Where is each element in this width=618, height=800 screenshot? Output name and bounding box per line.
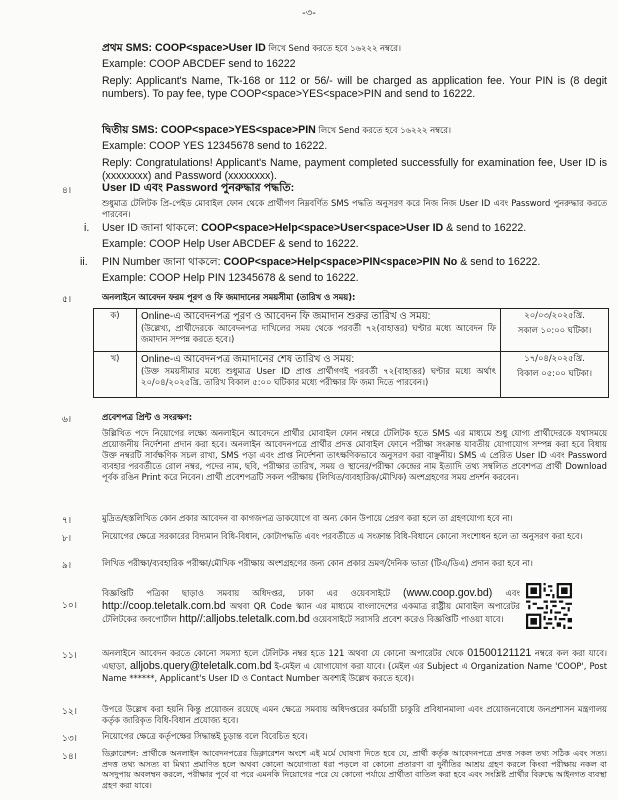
section-14-number: ১৪। xyxy=(62,752,77,762)
section-6-number: ৬। xyxy=(62,415,72,425)
coop-website-link[interactable]: (www.coop.gov.bd) xyxy=(403,587,493,599)
section-4-ii-line xyxy=(102,256,612,269)
section-4-ii-end: & send to 16222. xyxy=(457,256,541,268)
section-9-number: ৯। xyxy=(62,561,72,571)
section-4-i-number: i. xyxy=(84,222,90,234)
section-5-number: ৫। xyxy=(62,295,72,305)
second-sms-example: Example: COOP YES 12345678 send to 16222. xyxy=(102,140,328,152)
row-time: বিকাল ০৫:০০ ঘটিকা। xyxy=(517,368,592,378)
section-10-text-b: এবং xyxy=(492,588,520,598)
row-date: ১৭/০৪/২০২৫খ্রি. xyxy=(524,353,585,363)
section-6-heading: প্রবেশপত্র প্রিন্ট ও সংরক্ষণ: xyxy=(102,412,193,422)
second-sms-line xyxy=(102,124,607,137)
first-sms-reply: Reply: Applicant's Name, Tk-168 or 112 or 56/- will be charged as application fee. Your PIN is (8 degit numbers). To pay fee, type COOP<space>YES<space>PIN and send to 16222. xyxy=(102,75,607,100)
section-13-text: নিয়োগের ক্ষেত্রে কর্তৃপক্ষের সিদ্ধান্তই চূড়ান্ত বলে বিবেচিত হবে। xyxy=(102,731,308,741)
second-sms-reply: Reply: Congratulations! Applicant's Name, payment completed successfully for examination fee, User ID is (xxxxxxxx) and Password (xxxxxxxx). xyxy=(102,157,607,182)
schedule-row-end xyxy=(94,352,609,398)
coop-teletalk-link[interactable]: http://coop.teletalk.com.bd xyxy=(102,600,226,612)
second-sms-suffix: লিখে Send করতে হবে ১৬২২২ নম্বরে। xyxy=(315,125,452,135)
first-sms-example: Example: COOP ABCDEF send to 16222 xyxy=(102,58,296,70)
helpline-number[interactable]: 01500121121 xyxy=(467,647,532,659)
row-note: (উল্লেখ্য, প্রার্থীদেরকে আবেদনপত্র দাখিলের সময় থেকে পরবর্তী ৭২(বাহাত্তর) ঘণ্টার মধ্যে আবেদন ফি জমাদান সম্পন্ন করতে হবে।) xyxy=(141,323,496,344)
section-4-i-text: User ID জানা থাকলে: xyxy=(102,222,202,234)
section-13-number: ১৩। xyxy=(62,734,77,744)
row-title: Online-এ আবেদনপত্র পূরণ ও আবেদন ফি জমাদান শুরুর তারিখ ও সময়: xyxy=(141,311,431,322)
section-10-text-a: বিজ্ঞপ্তিটি পত্রিকা ছাড়াও সমবায় অধিদপ্তর, ঢাকা এর ওয়েবসাইটে xyxy=(102,588,404,598)
first-sms-suffix: লিখে Send করতে হবে ১৬২২২ নম্বরে। xyxy=(265,43,401,53)
alljobs-link[interactable]: http//:alljobs.teletalk.com.bd xyxy=(179,613,310,625)
section-10-text-d: ওয়েবসাইটে সরাসরি প্রবেশ করেও বিজ্ঞপ্তিটি পাওয়া যাবে। xyxy=(309,614,504,624)
section-4-i-line xyxy=(102,222,612,235)
qr-code-image xyxy=(526,583,572,629)
page-number: -৩- xyxy=(302,8,316,19)
section-11-text xyxy=(102,647,607,684)
section-11-text-b: নম্বরে কল করা যাবে। এছাড়া, xyxy=(102,648,607,671)
section-14-text: ডিক্লারেশন: প্রার্থীকে অনলাইন আবেদনপত্রের ডিক্লারেশন অংশে এই মর্মে ঘোষণা দিতে হবে যে, প্রার্থী কর্তৃক আবেদনপত্রে প্রদত্ত সকল তথ্য সঠিক এবং সত্য। প্রদত্ত তথ্য অসত্য বা মিথ্যা প্রমাণিত হলে অথবা কোনো অযোগ্যতা ধরা পড়লে বা কোনো প্রতারণা বা দুর্নীতির আশ্রয় গ্রহণ করলে কিংবা পরীক্ষায় নকল বা অসদুপায় অবলম্বন করলে, পরীক্ষার পূর্বে বা পরে এমনকি নিয়োগের পরে যে কোনো পর্যায়ে প্রার্থীতা বাতিল করা হবে এবং সংশ্লিষ্ট প্রার্থীর বিরুদ্ধে আইনগত ব্যবস্থা গ্রহণ করা যাবে। xyxy=(102,749,607,790)
section-11-number: ১১। xyxy=(62,651,77,661)
row-label: ক) xyxy=(94,309,137,352)
section-12-number: ১২। xyxy=(62,707,77,717)
second-sms-label: দ্বিতীয় SMS: COOP<space>YES<space>PIN xyxy=(102,124,316,136)
row-datetime xyxy=(501,309,609,352)
schedule-table xyxy=(93,308,609,398)
section-4-heading: User ID এবং Password পুনরুদ্ধার পদ্ধতি: xyxy=(102,182,295,194)
section-4-ii-number: ii. xyxy=(80,256,88,268)
section-7-text: মুদ্রিত/হস্তলিখিত কোন প্রকার আবেদন বা কাগজপত্র ডাকযোগে বা অন্য কোন উপায়ে প্রেরণ করা হলে তা গ্রহণযোগ্য হবে না। xyxy=(102,513,513,523)
section-10-number: ১০। xyxy=(62,601,77,611)
section-4-i-code: COOP<space>Help<space>User<space>User ID xyxy=(201,222,444,234)
section-9-text: লিখিত পরীক্ষা/ব্যবহারিক পরীক্ষা/মৌখিক পরীক্ষায় অংশগ্রহণের জন্য কোন প্রকার ভ্রমণ/দৈনিক ভাতা (টিএ/ডিএ) প্রদান করা হবে না। xyxy=(102,558,533,568)
section-8-number: ৮। xyxy=(62,534,72,544)
support-email-link[interactable]: alljobs.query@teletalk.com.bd xyxy=(130,660,272,672)
first-sms-line xyxy=(102,42,607,55)
section-4-intro: শুধুমাত্র টেলিটক প্রি-পেইড মোবাইল ফোন থেকে প্রার্থীগণ নিম্নবর্ণিত SMS পদ্ধতি অনুসরণ করে নিজ নিজ User ID এবং Password পুনরুদ্ধার করতে পারবেন। xyxy=(102,198,607,219)
section-11-text-c: ই-মেইল এ যোগাযোগ করা যাবে। (মেইল এর Subject এ Organization Name 'COOP', Post Name ******, Applicant's User ID ও Contact Number অবশ্যই উল্লেখ করতে হবে)। xyxy=(102,661,607,683)
schedule-row-start xyxy=(94,309,609,352)
section-4-i-end: & send to 16222. xyxy=(443,222,527,234)
section-4-ii-code: COOP<space>Help<space>PIN<space>PIN No xyxy=(223,256,458,268)
section-4-i-example: Example: COOP Help User ABCDEF & send to 16222. xyxy=(102,238,359,250)
first-sms-label: প্রথম SMS: COOP<space>User ID xyxy=(102,42,266,54)
row-time: সকাল ১০:০০ ঘটিকা। xyxy=(517,325,592,335)
row-datetime xyxy=(501,352,609,398)
section-6-text: উল্লিখিত পদে নিয়োগের লক্ষ্যে অনলাইনে আবেদনে প্রার্থীর মোবাইল ফোন নম্বরে টেলিটক হতে SMS এর মাধ্যমে শুধু যোগ্য প্রার্থীদেরকে যথাসময়ে প্রয়োজনীয় নির্দেশনা প্রদান করা হবে। অনলাইন আবেদনপত্রে প্রার্থীর প্রদত্ত মোবাইল ফোনে পরীক্ষা সংক্রান্ত যাবতীয় যোগাযোগ সম্পন্ন করা হবে বিধায় উক্ত নম্বরটি সার্বক্ষণিক সচল রাখা, SMS পড়া এবং প্রাপ্ত নির্দেশনা তাৎক্ষণিকভাবে অনুসরণ করা বাঞ্ছনীয়। SMS এ প্রেরিত User ID এবং Password ব্যবহার পরবর্তীতে রোল নম্বর, পদের নাম, ছবি, পরীক্ষার তারিখ, সময় ও স্থানের/পরীক্ষা কেন্দ্রের নাম ইত্যাদি তথ্য সম্বলিত প্রবেশপত্র প্রার্থী Download পূর্বক রঙিন Print করে নিবেন। প্রার্থী প্রবেশপত্রটি সকল পরীক্ষায় (লিখিত/ব্যবহারিক/মৌখিক) অংশগ্রহণের সময় প্রদর্শন করবেন। xyxy=(102,428,607,482)
section-10-text-c: অথবা QR Code স্ক্যান এর মাধ্যমে বাংলাদেশের একমাত্র রাষ্ট্রীয় মোবাইল অপারেটর টেলিটকের জবপোর্টাল xyxy=(102,601,520,624)
section-4-number: ৪। xyxy=(62,186,72,196)
section-10-text xyxy=(102,587,520,626)
row-date: ২০/০৩/২০২৫খ্রি. xyxy=(524,310,585,320)
section-8-text: নিয়োগের ক্ষেত্রে সরকারের বিদ্যমান বিধি-বিধান, কোটাপদ্ধতি এবং পরবর্তীতে এ সংক্রান্ত বিধি-বিধানে কোনো সংশোধন হলে তা অনুসরণ করা হবে। xyxy=(102,531,583,541)
row-description xyxy=(137,352,501,398)
row-title: Online-এ আবেদনপত্র জমাদানের শেষ তারিখ ও সময়: xyxy=(141,354,355,365)
row-description xyxy=(137,309,501,352)
section-11-text-a: অনলাইনে আবেদন করতে কোনো সমস্যা হলে টেলিটক নম্বর হতে 121 অথবা যে কোনো অপারেটর থেকে xyxy=(102,648,468,658)
row-label: খ) xyxy=(94,352,137,398)
section-4-ii-text: PIN Number জানা থাকলে: xyxy=(102,256,224,268)
row-note: (উক্ত সময়সীমার মধ্যে শুধুমাত্র User ID প্রাপ্ত প্রার্থীগণই পরবর্তী ৭২(বাহাত্তর) ঘণ্টার মধ্যে অর্থাৎ ২০/০৪/২০২৫খ্রি. তারিখ বিকাল ৫:০০ ঘটিকার মধ্যে পরীক্ষার ফি জমা দিতে পারবেন।) xyxy=(141,366,496,387)
section-4-ii-example: Example: COOP Help PIN 12345678 & send to 16222. xyxy=(102,272,359,284)
section-5-heading: অনলাইনে আবেদন ফরম পূরণ ও ফি জমাদানের সময়সীমা (তারিখ ও সময়): xyxy=(102,292,356,302)
section-12-text: উপরে উল্লেখ করা হয়নি কিন্তু প্রয়োজন রয়েছে এমন ক্ষেত্রে সমবায় অধিদপ্তরের কর্মচারী চাকুরি প্রবিধানমালা এবং প্রয়োজনবোধে জনপ্রশাসন মন্ত্রণালয় কর্তৃক জারিকৃত বিধি-বিধান প্রযোজ্য হবে। xyxy=(102,704,607,725)
section-7-number: ৭। xyxy=(62,516,72,526)
